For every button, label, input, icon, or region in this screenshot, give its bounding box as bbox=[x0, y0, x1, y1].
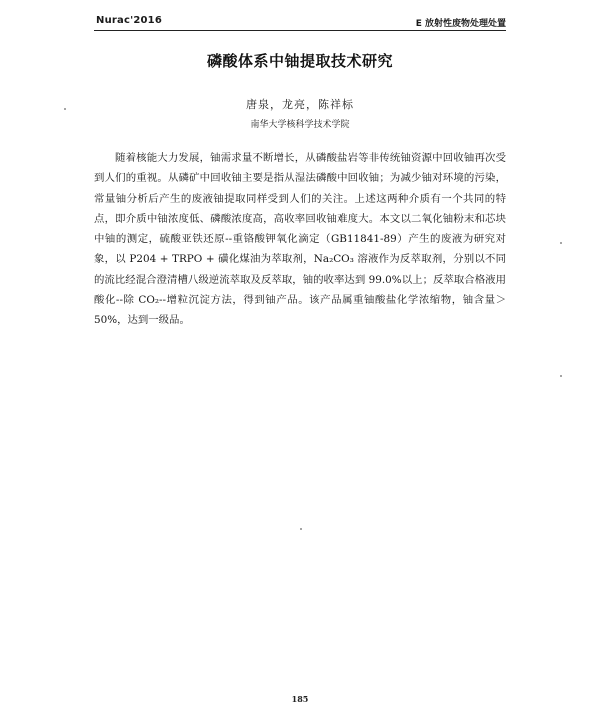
section-header: E 放射性废物处理处置 bbox=[415, 19, 506, 29]
scan-speck bbox=[300, 528, 302, 530]
scan-speck bbox=[560, 375, 562, 377]
article-abstract: 随着核能大力发展，铀需求量不断增长，从磷酸盐岩等非传统铀资源中回收铀再次受到人们的重视。从磷矿中回收铀主要是指从湿法磷酸中回收铀；为减少铀对环境的污染，常量铀分析后产生的废液铀提取同样受到人们的关注。上述这两种介质有一个共同的特点，即介质中铀浓度低、磷酸浓度高，高收率回收铀难度大。本文以二氧化铀粉末和芯块中铀的测定，硫酸亚铁还原--重铬酸钾氧化滴定（GB11841-89）产生的废液为研究对象，以 P204 + TRPO + 磺化煤油为萃取剂，Na₂CO₃ 溶液作为反萃取剂，分别以不同的流比经混合澄清槽八级逆流萃取及反萃取，铀的收率达到 99.0%以上；反萃取合格液用酸化--除 CO₂--增粒沉淀方法，得到铀产品。该产品属重铀酸盐化学浓缩物，铀含量＞50%，达到一级品。 bbox=[94, 152, 506, 327]
article-authors: 唐泉，龙亮，陈祥标 bbox=[246, 98, 354, 111]
scan-speck bbox=[64, 108, 66, 110]
header-rule bbox=[94, 30, 506, 31]
page-number: 185 bbox=[291, 694, 309, 704]
article-title: 磷酸体系中铀提取技术研究 bbox=[206, 52, 393, 70]
scan-speck bbox=[560, 242, 562, 244]
article-affiliation: 南华大学核科学技术学院 bbox=[250, 120, 350, 130]
journal-header: Nurac'2016 bbox=[96, 15, 162, 26]
